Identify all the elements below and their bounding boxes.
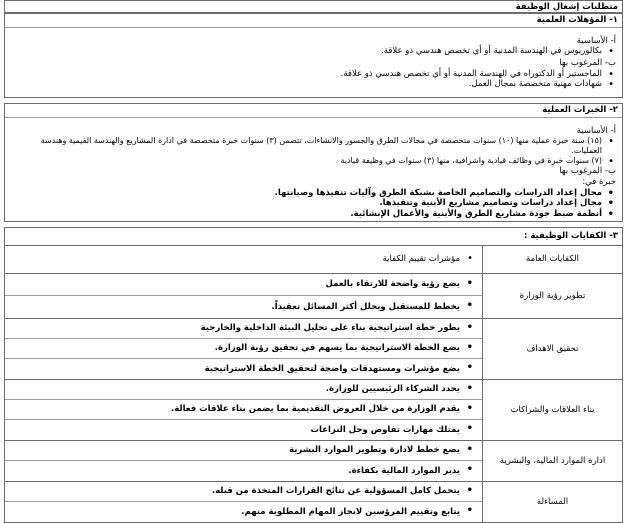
competency-category: تطوير رؤية الوزارة xyxy=(483,274,623,319)
competency-indicator: • يقدم الوزارة من خلال العروض التقديمية بما يضمن بناء علاقات فعالة. xyxy=(5,400,482,420)
competencies-heading: ٣- الكفايات الوظيفية : xyxy=(524,231,618,241)
competency-indicator: • مؤشرات تقييم الكفاية xyxy=(5,247,482,273)
qualifications-basic-list xyxy=(11,46,616,57)
qualifications-preferred-list xyxy=(11,69,616,90)
competency-indicator: • يتحمل كامل المسؤولية عن نتائج القرارات المتخذة من قبله. xyxy=(5,482,482,502)
list-item: • بكالوريوس في الهندسة المدنية أو أي تخصص هندسي ذو علاقة. xyxy=(11,46,616,57)
competency-category: تحقيق الاهداف xyxy=(483,319,623,380)
experience-basic-list xyxy=(11,136,616,166)
competency-indicator: • يضع الخطة الاستراتيجية بما يسهم في تحقيق رؤية الوزارة. xyxy=(5,339,482,359)
table-row xyxy=(5,319,623,380)
experience-basic-label: أ- الأساسية xyxy=(576,125,616,136)
competency-indicator: • يضع رؤية واضحة للارتقاء بالعمل xyxy=(5,274,482,296)
table-row xyxy=(5,380,623,441)
competency-indicator: • يتابع وتقييم المرؤسين لانجاز المهام المطلوبة منهم. xyxy=(5,502,482,522)
list-item: • أنظمة ضبط جودة مشاريع الطرق والأبنية والأعمال الإنشائية. xyxy=(11,209,616,220)
list-item: • (٧) سنوات خبرة في وظائف قيادية واشرافية، منها (٣) سنوات في وظيفة قيادية xyxy=(11,156,616,166)
table-row xyxy=(5,246,623,274)
table-row xyxy=(5,274,623,319)
competency-indicator: • يحدد الشركاء الرئيسيين للوزارة. xyxy=(5,380,482,400)
qualifications-section xyxy=(4,13,623,98)
table-row xyxy=(5,441,623,482)
experience-section xyxy=(4,103,623,222)
competency-indicator: • يضع مؤشرات ومستهدفات واضحة لتحقيق الخطة الاستراتيجية xyxy=(5,359,482,379)
competency-indicator: • يدير الموارد المالية بكفاءة. xyxy=(5,461,482,481)
experience-preferred-label: ب- المرغوب بها xyxy=(559,166,616,177)
experience-preferred-sub: خبرة في: xyxy=(582,176,616,187)
competency-category: ادارة الموارد المالية، والبشرية xyxy=(483,441,623,482)
list-item: • (١٥) سنة خبرة عملية منها (١٠) سنوات متخصصة في مجالات الطرق والجسور والانشاءات، تتضمن (٣) سنوات خبرة متخصصة في ادارة المشاريع والهندسة القيمية وهندسة العمليات. xyxy=(11,136,616,156)
competencies-table xyxy=(4,245,623,523)
competency-category: المساءلة xyxy=(483,482,623,523)
competencies-section xyxy=(4,227,623,246)
list-item: • الماجستير أو الدكتوراه في الهندسة المدنية أو أي تخصص هندسي ذو علاقة. xyxy=(11,69,616,80)
competency-category: الكفايات العامة xyxy=(483,246,623,274)
competency-indicator: • يطور خطة استراتيجية بناء على تحليل البيئة الداخلية والخارجية xyxy=(5,319,482,339)
qualifications-basic-label: أ- الأساسية xyxy=(576,35,616,46)
list-item: • مجال إعداد الدراسات والتصاميم الخاصة بشبكة الطرق وآليات تنفيذها وصيانتها. xyxy=(11,188,616,199)
qualifications-preferred-label: ب- المرغوب بها xyxy=(559,57,616,68)
page-title: متطلبات إشغال الوظيفة xyxy=(515,2,618,12)
experience-preferred-list xyxy=(11,188,616,220)
table-row xyxy=(5,482,623,523)
competency-indicator: • يضع خطط لادارة وتطوير الموارد البشرية xyxy=(5,441,482,461)
qualifications-heading: ١- المؤهلات العلمية xyxy=(5,14,622,28)
list-item: • شهادات مهنية متخصصة بمجال العمل. xyxy=(11,79,616,90)
competency-indicator: • يمتلك مهارات تفاوض وحل النزاعات xyxy=(5,420,482,440)
competency-category: بناء العلاقات والشراكات xyxy=(483,380,623,441)
title-box xyxy=(4,0,623,13)
list-item: • مجال إعداد دراسات وتصاميم مشاريع الأبنية وتنفيذها. xyxy=(11,198,616,209)
competency-indicator: • يخطط للمستقبل ويحلل أكثر المسائل تعقيداً. xyxy=(5,296,482,318)
experience-heading: ٢- الخبرات العملية xyxy=(5,104,622,118)
